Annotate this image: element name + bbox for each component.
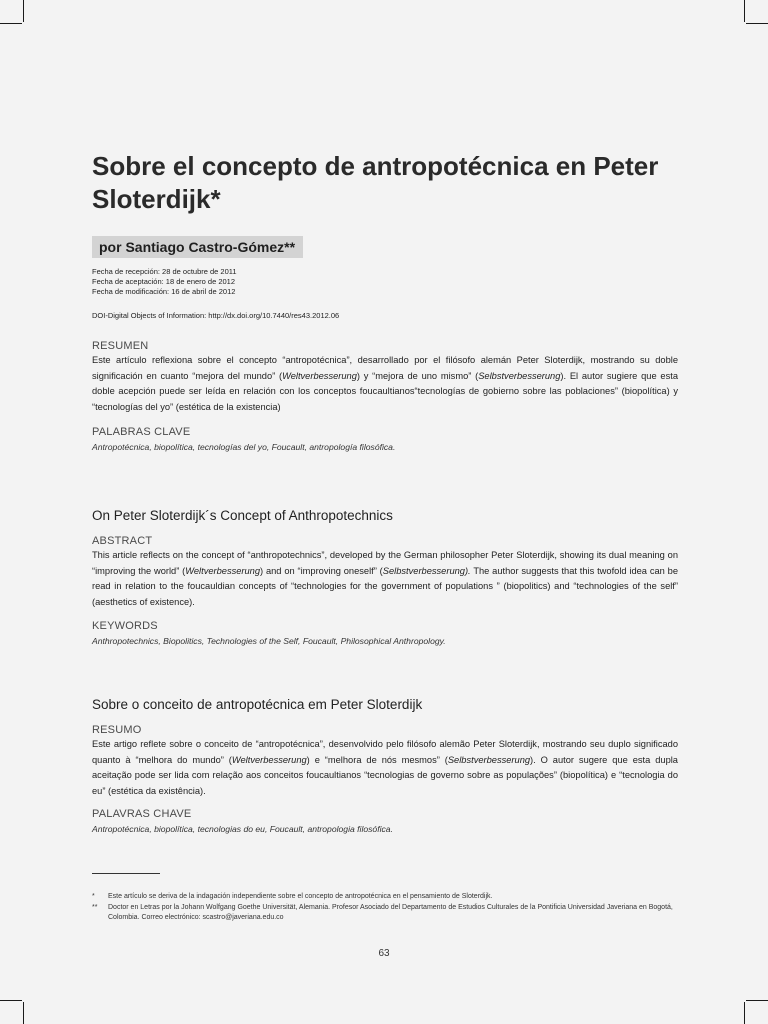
palabras-clave-text: Antropotécnica, biopolítica, tecnologías del yo, Foucault, antropología filosófica. xyxy=(92,442,396,452)
footnote-item xyxy=(92,892,692,903)
crop-mark-right-bottom xyxy=(746,1000,768,1001)
resumen-heading: RESUMEN xyxy=(92,340,149,352)
page-number: 63 xyxy=(378,948,390,959)
english-title: On Peter Sloterdijk´s Concept of Anthropotechnics xyxy=(92,508,393,523)
article-title: Sobre el concepto de antropotécnica en Peter Sloterdijk* xyxy=(92,151,659,214)
author-byline: por Santiago Castro-Gómez** xyxy=(92,236,303,258)
crop-mark-right-top xyxy=(746,23,768,24)
abstract-heading: ABSTRACT xyxy=(92,535,153,547)
date-received: Fecha de recepción: 28 de octubre de 2011 xyxy=(92,267,237,276)
crop-mark-left-bottom xyxy=(0,1000,22,1001)
footnote-text: Este artículo se deriva de la indagación independiente sobre el concepto de antropotécnica en el pensamiento de Sloterdijk. xyxy=(108,893,493,900)
date-modified: Fecha de modificación: 16 de abril de 2012 xyxy=(92,287,236,296)
palabras-clave-heading: PALABRAS CLAVE xyxy=(92,426,191,438)
resumo-heading: RESUMO xyxy=(92,724,142,736)
resumen-text: Este artículo reflexiona sobre el concepto “antropotécnica”, desarrollado por el filósofo alemán Peter Sloterdijk, mostrando su doble significación en cuanto “mejora del mundo” (Weltverbesserung) y “mejora de uno mismo” (Selbstverbesserung). El autor sugiere que esta doble acepción puede ser leída en relación con los conceptos foucaultianos“tecnologías de gobierno sobre las poblaciones” (biopolítica) y “tecnologías del yo” (estética de la existencia) xyxy=(92,355,678,412)
crop-mark-left-top xyxy=(0,23,22,24)
palavras-chave-heading: PALAVRAS CHAVE xyxy=(92,808,192,820)
crop-mark-bottom-left xyxy=(23,1002,24,1024)
footnotes xyxy=(92,892,692,924)
footnote-separator xyxy=(92,873,160,874)
footnote-mark: ** xyxy=(92,903,98,911)
keywords-heading: KEYWORDS xyxy=(92,620,158,632)
footnote-text: Doctor en Letras por la Johann Wolfgang Goethe Universität, Alemania. Profesor Asociado del Departamento de Estudios Culturales de la Pontificia Universidad Javeriana en Bogotá, Colombia. Correo electrónico: scastro@javeriana.edu.co xyxy=(108,903,673,921)
crop-mark-bottom-right xyxy=(744,1002,745,1024)
date-accepted: Fecha de aceptación: 18 de enero de 2012 xyxy=(92,277,236,286)
portuguese-title: Sobre o conceito de antropotécnica em Peter Sloterdijk xyxy=(92,697,423,712)
crop-mark-top-left xyxy=(23,0,24,22)
resumo-text: Este artigo reflete sobre o conceito de “antropotécnica”, desenvolvido pelo filósofo alemão Peter Sloterdijk, mostrando seu duplo significado quanto à “melhora do mundo” (Weltverbesserung) e “melhora de nós mesmos” (Selbstverbesserung). O autor sugere que esta dupla aceitação pode ser lida com relação aos conceitos foucaultianos “tecnologias de governo sobre as populações” (biopolítica) e “tecnologia do eu” (estética da existência). xyxy=(92,739,678,796)
crop-mark-top-right xyxy=(744,0,745,22)
doi-line: DOI-Digital Objects of Information: http://dx.doi.org/10.7440/res43.2012.06 xyxy=(92,311,340,320)
keywords-text: Anthropotechnics, Biopolitics, Technologies of the Self, Foucault, Philosophical Anthropology. xyxy=(92,636,446,646)
abstract-text: This article reflects on the concept of “anthropotechnics”, developed by the German philosopher Peter Sloterdijk, showing its dual meaning on “improving the world” (Weltverbesserung) and on “improving oneself” (Selbstverbesserung). The author suggests that this twofold idea can be read in relation to the foucauldian concepts of “technologies for the government of populations ” (biopolitics) and “technologies of the self” (aesthetics of existence). xyxy=(92,550,678,607)
footnote-mark: * xyxy=(92,893,95,900)
footnote-item xyxy=(92,903,692,924)
article-dates xyxy=(92,267,237,297)
palavras-chave-text: Antropotécnica, biopolítica, tecnologias do eu, Foucault, antropologia filosófica. xyxy=(92,824,393,834)
